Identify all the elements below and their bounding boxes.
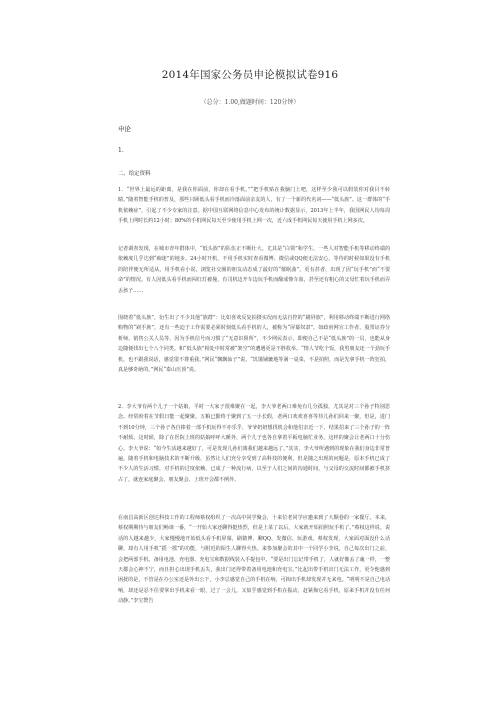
section-heading: 申论 <box>118 125 131 133</box>
paragraph-5: 在南昌高新区创达科技工作的工程师蔡权组织了一次高中同学聚会，十来位老同学应邀来到了大顺巷的一家餐厅。本来，蔡权期期待与朋友们畅谈一番，“一开始大家还聊得挺热烈，但是上菜了以后，大家就开始拍照玩手机了。”蔡权这样说。说话的人越来越少，大家慢慢地开始低头看手机屏幕，刷微博、聊QQ、发微信、玩游戏。蔡权发现，大家面对面没什么话聊，却有人用手机“摇一摇”的功能，与附近的陌生人聊得火热。来参加聚会的其中一个同学小李说，自己每次出门之前，会把两部手机、备用电池、充电器、充电宝和数据线装入手提包中。“要是出门忘记带手机了，人就好像丢了魂一样，一整天都会心神不宁，而且担心出现手机丢失，我出门还得带着备用电池和充电宝。”比起出带手机出门无法工作，更令他感到困扰的是，不管是在办公室还是外出公干，小李总感觉自己的手机在响，可掏出手机却发现并无来电。“明明不是自己电话响，却还是忍不住要掌出手机来看一眼，过了一会儿，又似乎感觉到手机在振动，赶紧掏它看手机，原来手机并没有任何动静。”李宝赞告 <box>118 515 390 605</box>
paragraph-3: 围绕着“低头族”，衍生出了不少其他“族群”：比如喜欢反复拍摄实况而无法自控的“刷屏族”，利用移动终端不断进行网络购物的“剁手族”，还有一些迫于工作需要必须时刻低头看手机的人，被称为“屏幕奴隶”。如政府网宣工作者、股票证券分析师、销售公关人员等，因为手机信号而习惯了“无意识阻所”，不少网民表示，即便自己不是“低头族”的一员，也能从身边随便找出七个八个同类。和“低头族”相处中时常被“架空”的遭遇更是不胜枚举。“情人节吃个饭，我男朋友还一个劲玩手机，也不跟我说话，感觉很不尊重我。”网民“飘飘仙子”说。“饥饿铺辘地等满一桌菜，不是拍照，而是先拿手机一阵狂拍，真是够奇葩的。”网民“泰山压顶”说。 <box>118 315 390 374</box>
paragraph-1: 1．“世界上最远的距离，是我在你面前，你却在看手机。”“把手机贴在我脑门上吧，这样至少我可以假装你对我目不转睛。”随着智能手机的普及，那些只顾低头看手机而冷落面前亲友的人，有了一个新的代名词——“低头族”。这一群体的“手机依赖症”，引起了不少专家的注意。据中国互联网络信息中心发布的统计数据显示，2013年上半年，我国网民人均每周手机上网时长约12小时；80%的手机网民每天至少使用手机上网一次，近六成手机网民每天使用手机上网多次。 <box>118 187 390 225</box>
paragraph-4: 2．李大爷有两个儿子一个姑娘，平时一大家子很难聚在一起，李大爷老两口难免有几分孤独，尤其是对三个孙子特别思念。经常盼着在节假日能一起聚聚。五粮已勤终于聚到了五一小长假，老两口欢欢喜喜等待儿孙们回来一聚，但是，进门不到10分钟，三个孙子各自捧着一部手机玩得不亦乐乎，爷爷奶奶想找机会和他们亲近一下，结果招来了三个孙子的一阵不耐烦。这时候，除了在医院上班的姑娘呼呼大睡外，两个儿子也各自拿着平板电脑忙业务。这样的聚会让老两口十分伤心。李大爷说：“如今生活越来越好了，可是发现儿孙们离我们越来越远了。”其实，李大爷所遇到的现象在我们身边非常普遍。随着手机和电脑技术的不断升级，虽然让人们充分享受到了高科技的便利，但是随之出现的问题是，原本手机已成了不少人的生活习惯，对手机的过度依赖，已成了一种流行病，以至于人们之间的沟通时间，与父母的交流时间都被手机挤占了，就连家庭聚会、朋友聚会、上班开会都不例外。 <box>118 404 390 483</box>
question-number: 1. <box>118 147 124 154</box>
exam-title: 2014年国家公务员申论模拟试卷916 <box>161 69 339 81</box>
exam-meta: （总分：1.00,做题时间：120分钟） <box>200 99 300 106</box>
paragraph-2: 记者调查发现，在城市青年群体中，“低头族”的队伍正不断壮大。尤其是“白领”和学生，一些人对智能手机等移动终端的依赖度几乎达到“痴迷”的地步。24小时开机，不用手机实时查看微博、微信或QQ便无法安心，等待的时候如果没有手机的陪伴便无所适从，用手机看小说、浏览社交圈的朋友动态成了最好的“催眠曲”，更有甚者，出现了因“玩手机”而“不要命”的情况。有人因低头看手机而闯红灯被撞，有司机边开车边玩手机而酿成惨车血，甚至还有粗心的父母忙着玩手机而弄丢孩子…… <box>118 246 390 294</box>
subheading: 二、给定资料 <box>118 171 151 177</box>
